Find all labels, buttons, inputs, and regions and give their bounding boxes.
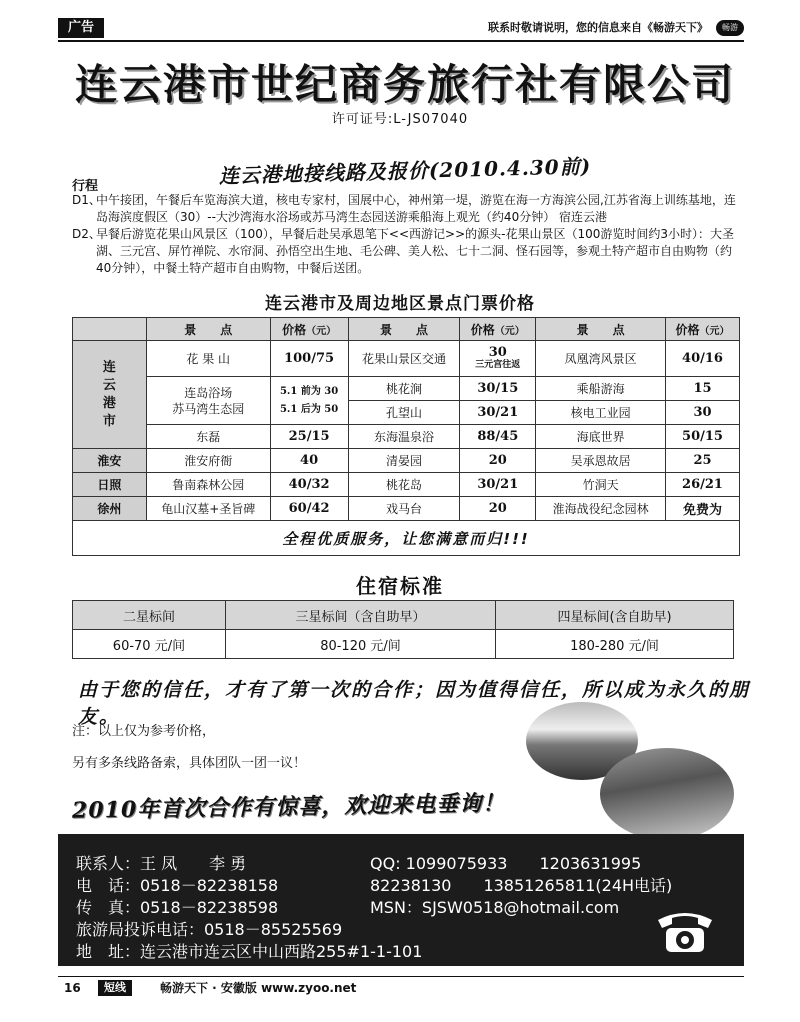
ticket-price-table [72,317,740,556]
table-header-row [73,601,734,630]
itinerary-day [72,192,740,226]
price-cell: 免费为 [666,497,740,521]
header-price-label: 价格 [470,322,495,337]
stay-price: 80-120 元/间 [225,630,495,659]
page-number: 16 [64,981,81,995]
day-label: D1、 [72,193,101,207]
spot-cell: 花果山景区交通 [348,341,460,377]
section-tag: 短线 [98,980,132,996]
spot-cell: 孔望山 [348,401,460,425]
table-row [73,630,734,659]
spot-cell: 淮安府衙 [146,449,270,473]
spot-name: 苏马湾生态园 [172,401,245,416]
day-text: 中午接团，午餐后车览海滨大道，核电专家村，国展中心，神州第一堤，游览在海一方海滨公园,江苏省海上训练基地，连岛海滨度假区（30）--大沙湾海水浴场或苏马湾生态园送游乘船海上观光（约40分钟） 宿连云港 [96,193,736,224]
spot-cell: 吴承恩故居 [536,449,666,473]
price-cell: 40/16 [666,341,740,377]
header-price-unit: （元） [306,325,337,337]
top-banner [58,18,744,42]
price-cell: 20 [460,449,536,473]
contact-tel: 电 话：0518－82238158 [76,876,279,895]
spot-cell: 海底世界 [536,425,666,449]
contact-people: 联系人：王 凤 李 勇 [76,854,247,873]
ad-tag: 广告 [58,18,104,38]
table-row [73,377,740,401]
header-spot: 景 点 [348,318,460,341]
price-cell: 26/21 [666,473,740,497]
header-price-unit: （元） [699,325,730,337]
spot-cell: 东磊 [146,425,270,449]
contact-tel2: 82238130 13851265811(24H电话) [370,876,673,895]
table-header-row [73,318,740,341]
spot-cell: 乘船游海 [536,377,666,401]
price-cell: 88/45 [460,425,536,449]
price-value: 30 [488,344,507,360]
spot-cell: 淮海战役纪念园林 [536,497,666,521]
header-spot: 景 点 [536,318,666,341]
price-cell: 100/75 [270,341,348,377]
stay-price: 60-70 元/间 [73,630,226,659]
table-row [73,473,740,497]
header-price [666,318,740,341]
company-name: 连云港市世纪商务旅行社有限公司 [74,60,735,109]
stay-header: 三星标间（含自助早） [225,601,495,630]
city-xuzhou: 徐州 [73,497,147,521]
contact-panel [58,834,744,966]
spot-cell [146,377,270,425]
header-spot: 景 点 [146,318,270,341]
spot-cell: 桃花涧 [348,377,460,401]
price-cell: 20 [460,497,536,521]
price-note: 三元宫往返 [475,359,521,370]
stay-header: 四星标间(含自助早) [496,601,734,630]
welcome-slogan: 2010年首次合作有惊喜，欢迎来电垂询！ [71,790,506,824]
price-note: 5.1 后为 50 [279,403,339,415]
slogan-row [73,521,740,556]
bay-photo [600,748,734,840]
price-cell: 30/21 [460,473,536,497]
price-cell: 60/42 [270,497,348,521]
contact-fax: 传 真：0518－82238598 [76,898,279,917]
header-price-label: 价格 [675,322,700,337]
license-number: 许可证号:L-JS07040 [331,112,469,127]
day-label: D2、 [72,227,101,241]
city-label: 连云港市 [102,359,116,429]
header-price-label: 价格 [282,322,307,337]
contact-address: 地 址：连云港市连云区中山西路255#1-1-101 [76,942,423,961]
header-price [460,318,536,341]
spot-name: 连岛浴场 [184,385,233,400]
price-cell: 40/32 [270,473,348,497]
stay-price: 180-280 元/间 [496,630,734,659]
city-rizhao: 日照 [73,473,147,497]
ticket-section-title: 连云港市及周边地区景点门票价格 [265,294,535,314]
price-note: 注：以上仅为参考价格， [72,724,216,739]
source-note: 联系时敬请说明，您的信息来自《畅游天下》 [488,21,708,34]
magazine-logo: 畅游 [716,20,744,36]
price-cell [460,341,536,377]
table-row [73,497,740,521]
spot-cell: 核电工业园 [536,401,666,425]
price-cell: 30/15 [460,377,536,401]
city-lianyungang [73,341,147,449]
price-cell [270,377,348,425]
corner-cell [73,318,147,341]
spot-cell: 桃花岛 [348,473,460,497]
footer-text: 畅游天下 · 安徽版 www.zyoo.net [160,981,357,995]
itinerary-label: 行程 [72,179,99,194]
price-cell: 50/15 [666,425,740,449]
header-price-unit: （元） [494,325,525,337]
contact-msn: MSN：SJSW0518@hotmail.com [370,898,620,917]
price-note: 5.1 前为 30 [279,385,339,397]
itinerary-day [72,226,740,277]
spot-cell: 龟山汉墓+圣旨碑 [146,497,270,521]
price-cell: 40 [270,449,348,473]
accommodation-table [72,600,734,659]
spot-cell: 凤凰湾风景区 [536,341,666,377]
table-row [73,425,740,449]
price-cell: 25 [666,449,740,473]
stay-section-title: 住宿标准 [356,574,444,598]
spot-cell: 东海温泉浴 [348,425,460,449]
page-footer [58,976,744,999]
complaint-phone: 旅游局投诉电话：0518－85525569 [76,920,343,939]
price-cell: 30/21 [460,401,536,425]
header-price [270,318,348,341]
day-text: 早餐后游览花果山风景区（100），早餐后赴吴承恩笔下<<西游记>>的源头-花果山景区（100游览时间约3小时）：大圣湖、三元宫、屏竹禅院、水帘洞、孙悟空出生地、毛公碑、美人松、七十二洞、怪石园等，参观土特产超市自由购物（约40分钟），中餐土特产超市自由购物，中餐后送团。 [96,227,734,275]
itinerary [72,192,740,277]
spot-cell: 鲁南森林公园 [146,473,270,497]
price-cell: 15 [666,377,740,401]
contact-qq: QQ: 1099075933 1203631995 [370,854,642,873]
spot-cell: 戏马台 [348,497,460,521]
service-slogan: 全程优质服务，让您满意而归!!! [73,521,740,556]
routes-note: 另有多条线路备索，具体团队一团一议！ [72,756,307,771]
city-huaian: 淮安 [73,449,147,473]
telephone-icon [654,904,716,956]
table-row [73,449,740,473]
stay-header: 二星标间 [73,601,226,630]
price-cell: 25/15 [270,425,348,449]
price-cell: 30 [666,401,740,425]
spot-cell: 竹洞天 [536,473,666,497]
trust-motto: 由于您的信任，才有了第一次的合作；因为值得信任，所以成为永久的朋友。 [78,679,751,728]
route-title: 连云港地接线路及报价(2010.4.30前) [218,154,592,188]
spot-cell: 花 果 山 [146,341,270,377]
spot-cell: 清晏园 [348,449,460,473]
table-row [73,341,740,377]
